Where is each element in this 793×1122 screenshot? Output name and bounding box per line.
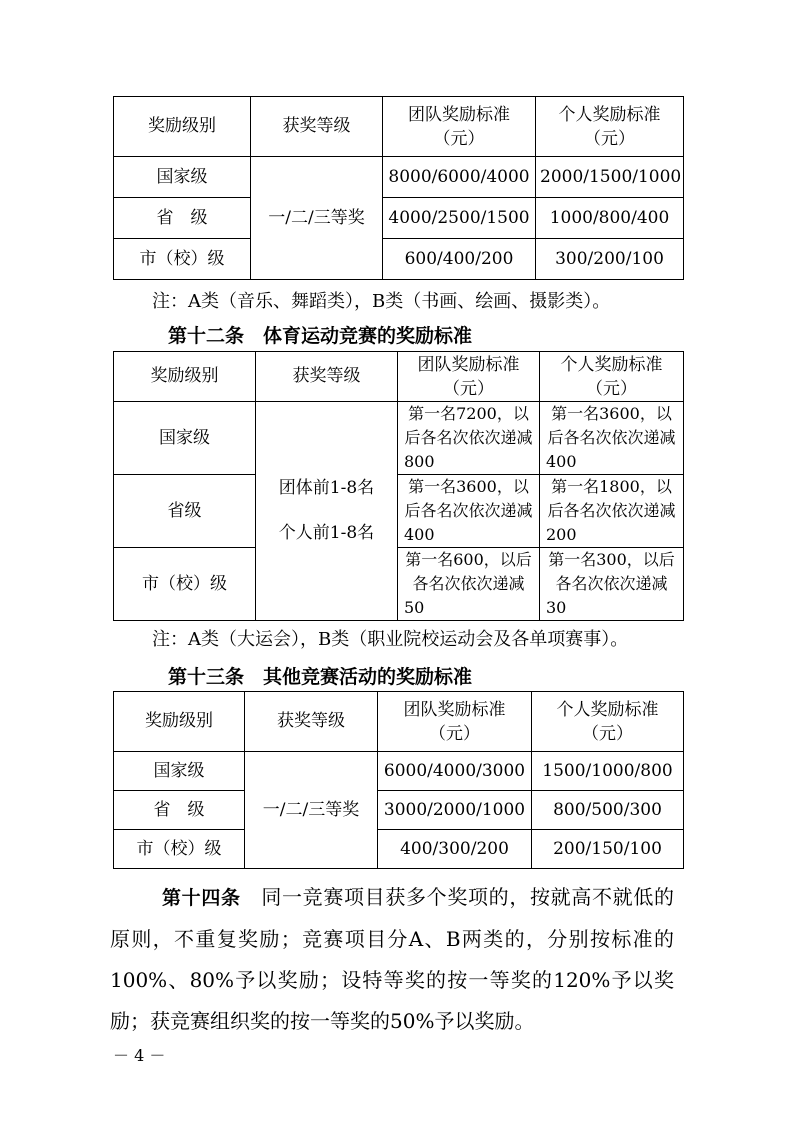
cell-individual: 2000/1500/1000 xyxy=(536,157,684,198)
header-grade: 获奖等级 xyxy=(256,352,398,402)
cell-level: 市（校）级 xyxy=(114,548,256,621)
cell-grade: 一/二/三等奖 xyxy=(245,752,378,869)
cell-individual: 第一名1800，以后各名次依次递减200 xyxy=(540,475,684,548)
table-row xyxy=(114,830,684,869)
cell-team: 3000/2000/1000 xyxy=(378,791,532,830)
cell-team: 600/400/200 xyxy=(383,239,536,280)
cell-team: 8000/6000/4000 xyxy=(383,157,536,198)
cell-individual: 800/500/300 xyxy=(532,791,684,830)
note-arts: 注：A类（音乐、舞蹈类），B类（书画、绘画、摄影类）。 xyxy=(152,291,611,312)
note-sports: 注：A类（大运会），B类（职业院校运动会及各单项赛事）。 xyxy=(152,629,629,650)
table-row xyxy=(114,791,684,830)
article-14-paragraph xyxy=(110,877,674,1042)
table-row xyxy=(114,402,684,475)
header-team: 团队奖励标准 （元） xyxy=(398,352,540,402)
header-grade: 获奖等级 xyxy=(251,97,383,157)
cell-level: 国家级 xyxy=(114,752,245,791)
header-level: 奖励级别 xyxy=(114,352,256,402)
cell-individual: 300/200/100 xyxy=(536,239,684,280)
table-header-row xyxy=(114,352,684,402)
award-table-other xyxy=(113,691,684,869)
cell-team: 第一名7200，以后各名次依次递减800 xyxy=(398,402,540,475)
table-row xyxy=(114,239,684,280)
table-row xyxy=(114,475,684,548)
cell-team: 4000/2500/1500 xyxy=(383,198,536,239)
cell-individual: 1500/1000/800 xyxy=(532,752,684,791)
cell-individual: 第一名300，以后各名次依次递减30 xyxy=(540,548,684,621)
cell-team: 400/300/200 xyxy=(378,830,532,869)
cell-level: 国家级 xyxy=(114,402,256,475)
cell-level: 省 级 xyxy=(114,198,251,239)
header-team: 团队奖励标准 （元） xyxy=(378,692,532,752)
table-row xyxy=(114,752,684,791)
cell-team: 6000/4000/3000 xyxy=(378,752,532,791)
cell-level: 省 级 xyxy=(114,791,245,830)
header-level: 奖励级别 xyxy=(114,97,251,157)
cell-level: 国家级 xyxy=(114,157,251,198)
header-individual: 个人奖励标准 （元） xyxy=(540,352,684,402)
table-header-row xyxy=(114,692,684,752)
header-grade: 获奖等级 xyxy=(245,692,378,752)
cell-individual: 1000/800/400 xyxy=(536,198,684,239)
table-row xyxy=(114,198,684,239)
cell-team: 第一名3600，以后各名次依次递减400 xyxy=(398,475,540,548)
cell-team: 第一名600，以后各名次依次递减50 xyxy=(398,548,540,621)
cell-individual: 200/150/100 xyxy=(532,830,684,869)
award-table-sports xyxy=(113,351,684,621)
header-level: 奖励级别 xyxy=(114,692,245,752)
header-individual: 个人奖励标准 （元） xyxy=(536,97,684,157)
cell-level: 市（校）级 xyxy=(114,830,245,869)
article-14-text: 同一竞赛项目获多个奖项的，按就高不就低的原则，不重复奖励；竞赛项目分A、B两类的，分别按标准的100%、80%予以奖励；设特等奖的按一等奖的120%予以奖励；获竞赛组织奖的按一等奖的50%予以奖励。 xyxy=(110,885,674,1033)
article-14-label: 第十四条 xyxy=(162,887,241,909)
table-header-row xyxy=(114,97,684,157)
award-table-arts xyxy=(113,96,684,280)
page-number: － 4 － xyxy=(113,1046,166,1065)
heading-article-13: 第十三条 其他竞赛活动的奖励标准 xyxy=(168,666,473,688)
cell-individual: 第一名3600，以后各名次依次递减400 xyxy=(540,402,684,475)
cell-grade: 一/二/三等奖 xyxy=(251,157,383,280)
cell-level: 省级 xyxy=(114,475,256,548)
cell-grade: 团体前1-8名 个人前1-8名 xyxy=(256,402,398,621)
header-team: 团队奖励标准 （元） xyxy=(383,97,536,157)
header-individual: 个人奖励标准 （元） xyxy=(532,692,684,752)
cell-level: 市（校）级 xyxy=(114,239,251,280)
table-row xyxy=(114,157,684,198)
heading-article-12: 第十二条 体育运动竞赛的奖励标准 xyxy=(168,325,473,347)
table-row xyxy=(114,548,684,621)
